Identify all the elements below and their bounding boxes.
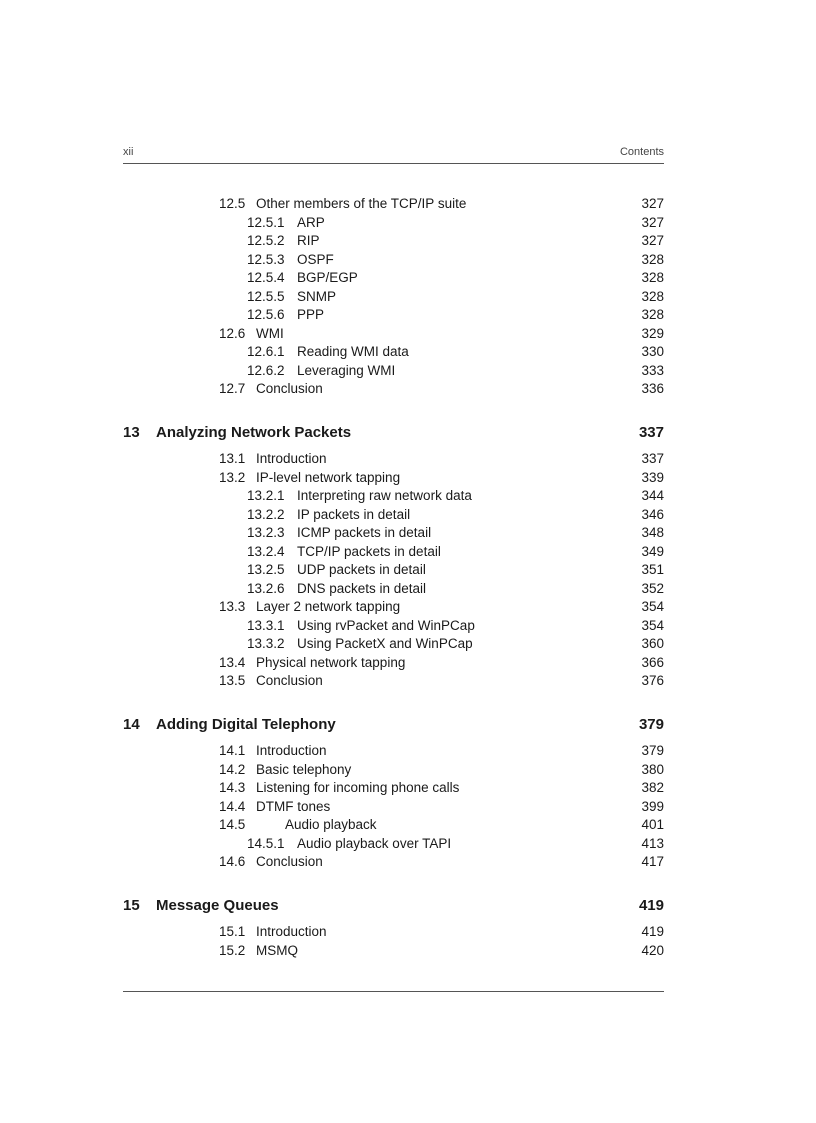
toc-page: 328 xyxy=(641,270,664,285)
toc-entry xyxy=(0,269,664,287)
toc-title: UDP packets in detail xyxy=(297,562,426,577)
toc-entry xyxy=(0,362,664,380)
toc-title: Basic telephony xyxy=(256,761,352,777)
toc-page: 419 xyxy=(641,924,664,939)
toc-page: 328 xyxy=(641,251,664,267)
toc-num: 13.2.4 xyxy=(247,543,285,559)
toc-page: 382 xyxy=(641,780,664,795)
toc-num: 14.2 xyxy=(219,761,246,777)
toc-page: 346 xyxy=(641,506,664,522)
toc-title: BGP/EGP xyxy=(297,270,358,285)
toc-title: Leveraging WMI xyxy=(297,362,396,378)
toc-title: IP-level network tapping xyxy=(256,469,401,485)
toc-page: 379 xyxy=(641,743,664,758)
toc-title: Reading WMI data xyxy=(297,344,409,359)
toc-num: 12.5.2 xyxy=(247,233,285,248)
toc-entry xyxy=(0,232,664,250)
toc-num: 15.2 xyxy=(219,942,246,958)
toc-page: 354 xyxy=(641,617,664,633)
toc-title: Conclusion xyxy=(256,381,323,396)
toc-title: Introduction xyxy=(256,451,327,466)
toc-entry xyxy=(0,942,664,960)
toc-entry xyxy=(0,635,664,653)
toc-title: Introduction xyxy=(256,924,327,939)
toc-title: Other members of the TCP/IP suite xyxy=(256,196,467,211)
toc-title: PPP xyxy=(297,307,325,322)
toc-entry xyxy=(0,742,664,760)
toc-num: 15.1 xyxy=(219,924,246,939)
toc-num: 13.2.2 xyxy=(247,506,285,522)
toc-entry xyxy=(0,617,664,635)
toc-title: ARP xyxy=(297,214,325,230)
toc-page: 379 xyxy=(638,715,664,733)
toc-entry xyxy=(0,214,664,232)
toc-title: WMI xyxy=(256,325,284,341)
toc-page: 348 xyxy=(641,525,664,540)
toc-entry xyxy=(0,506,664,524)
toc-num: 14.5 xyxy=(219,817,246,832)
toc-title: Layer 2 network tapping xyxy=(256,599,401,614)
toc-page: 337 xyxy=(641,451,664,466)
toc-page: 336 xyxy=(641,381,664,396)
toc-page: 366 xyxy=(641,654,664,670)
toc-page: 399 xyxy=(641,798,664,814)
toc-entry xyxy=(0,487,664,505)
toc-entry xyxy=(0,543,664,561)
toc-entry xyxy=(0,761,664,779)
toc-page: 328 xyxy=(641,307,664,322)
toc-num: 12.6.2 xyxy=(247,362,285,378)
toc-entry xyxy=(0,798,664,816)
toc-page: 380 xyxy=(641,761,664,777)
toc-page: 417 xyxy=(641,854,664,869)
toc-entry xyxy=(0,853,664,871)
toc-num: 15 xyxy=(123,896,140,914)
header-title: Contents xyxy=(619,146,664,158)
toc-title: Message Queues xyxy=(156,896,279,914)
toc-title: SNMP xyxy=(297,288,337,304)
toc-title: ICMP packets in detail xyxy=(297,525,432,540)
toc-num: 12.7 xyxy=(219,381,246,396)
toc-num: 12.6.1 xyxy=(247,344,285,359)
toc-num: 12.5.4 xyxy=(247,270,285,285)
toc-entry xyxy=(0,561,664,579)
toc-num: 14.4 xyxy=(219,798,246,814)
toc-num: 13.5 xyxy=(219,673,246,688)
toc-entry xyxy=(0,779,664,797)
toc-page: 327 xyxy=(641,233,664,248)
toc-page: 327 xyxy=(641,196,664,211)
toc-title: IP packets in detail xyxy=(297,506,411,522)
toc-page: 328 xyxy=(641,288,664,304)
toc-entry xyxy=(0,816,664,834)
toc-page: 419 xyxy=(638,896,664,914)
toc-title: TCP/IP packets in detail xyxy=(297,543,441,559)
toc-page: 349 xyxy=(641,543,664,559)
toc-num: 14 xyxy=(123,715,140,733)
toc-page: 333 xyxy=(641,362,664,378)
toc-num: 13.2 xyxy=(219,469,246,485)
toc-page: 330 xyxy=(641,344,664,359)
toc-entry xyxy=(0,195,664,213)
toc-title: Audio playback xyxy=(285,817,377,832)
toc-entry xyxy=(0,380,664,398)
toc-num: 13.2.1 xyxy=(247,488,285,503)
toc-title: Physical network tapping xyxy=(256,654,406,670)
toc-title: Using rvPacket and WinPCap xyxy=(297,617,475,633)
toc-num: 13.2.3 xyxy=(247,525,285,540)
toc-num: 12.5.6 xyxy=(247,307,285,322)
toc-num: 12.5.5 xyxy=(247,288,285,304)
toc-page: 351 xyxy=(641,562,664,577)
toc-entry xyxy=(0,672,664,690)
toc-num: 12.5.3 xyxy=(247,251,285,267)
toc-num: 14.1 xyxy=(219,743,246,758)
toc-entry xyxy=(0,580,664,598)
toc-title: Interpreting raw network data xyxy=(297,488,472,503)
toc-num: 12.5 xyxy=(219,196,246,211)
toc-num: 12.5.1 xyxy=(247,214,285,230)
toc-entry xyxy=(0,835,664,853)
toc-title: Using PacketX and WinPCap xyxy=(297,636,473,651)
toc-entry xyxy=(0,598,664,616)
toc-entry xyxy=(0,654,664,672)
toc-num: 13.1 xyxy=(219,451,246,466)
page-number: xii xyxy=(123,146,134,158)
toc-entry xyxy=(0,524,664,542)
toc-page: 352 xyxy=(641,580,664,596)
toc-page: 401 xyxy=(641,817,664,832)
toc-chapter-entry xyxy=(0,424,664,442)
toc-title: DNS packets in detail xyxy=(297,580,427,596)
toc-title: Adding Digital Telephony xyxy=(156,715,336,733)
toc-entry xyxy=(0,325,664,343)
toc-entry xyxy=(0,469,664,487)
toc-page: 329 xyxy=(641,325,664,341)
toc-num: 13.3.1 xyxy=(247,617,285,633)
toc-page: 327 xyxy=(641,214,664,230)
toc-title: DTMF tones xyxy=(256,798,331,814)
toc-num: 14.5.1 xyxy=(247,835,285,851)
toc-page: 344 xyxy=(641,488,664,503)
toc-entry xyxy=(0,306,664,324)
toc-title: Analyzing Network Packets xyxy=(156,423,352,441)
toc-page: 339 xyxy=(641,469,664,485)
toc-entry xyxy=(0,343,664,361)
toc-title: RIP xyxy=(297,233,320,248)
toc-title: Conclusion xyxy=(256,673,323,688)
toc-chapter-entry xyxy=(0,897,664,915)
toc-title: Audio playback over TAPI xyxy=(297,835,452,851)
toc-entry xyxy=(0,923,664,941)
toc-num: 13.3.2 xyxy=(247,636,285,651)
toc-title: MSMQ xyxy=(256,942,298,958)
toc-entry xyxy=(0,251,664,269)
toc-num: 13.3 xyxy=(219,599,246,614)
toc-entry xyxy=(0,288,664,306)
toc-title: Listening for incoming phone calls xyxy=(256,780,460,795)
toc-chapter-entry xyxy=(0,716,664,734)
running-header xyxy=(123,145,664,164)
toc-num: 13 xyxy=(123,423,140,441)
toc-title: Conclusion xyxy=(256,854,323,869)
toc-num: 12.6 xyxy=(219,325,246,341)
toc-page: 337 xyxy=(638,423,664,441)
toc-entry xyxy=(0,450,664,468)
toc-title: OSPF xyxy=(297,251,334,267)
toc-num: 14.6 xyxy=(219,854,246,869)
footer-rule xyxy=(123,991,664,992)
toc-num: 13.4 xyxy=(219,654,246,670)
toc-num: 13.2.6 xyxy=(247,580,285,596)
toc-page: 420 xyxy=(641,942,664,958)
toc-title: Introduction xyxy=(256,743,327,758)
toc-num: 13.2.5 xyxy=(247,562,285,577)
toc-page: 360 xyxy=(641,636,664,651)
toc-num: 14.3 xyxy=(219,780,246,795)
toc-page: 354 xyxy=(641,599,664,614)
toc-page: 376 xyxy=(641,673,664,688)
toc-page: 413 xyxy=(641,835,664,851)
